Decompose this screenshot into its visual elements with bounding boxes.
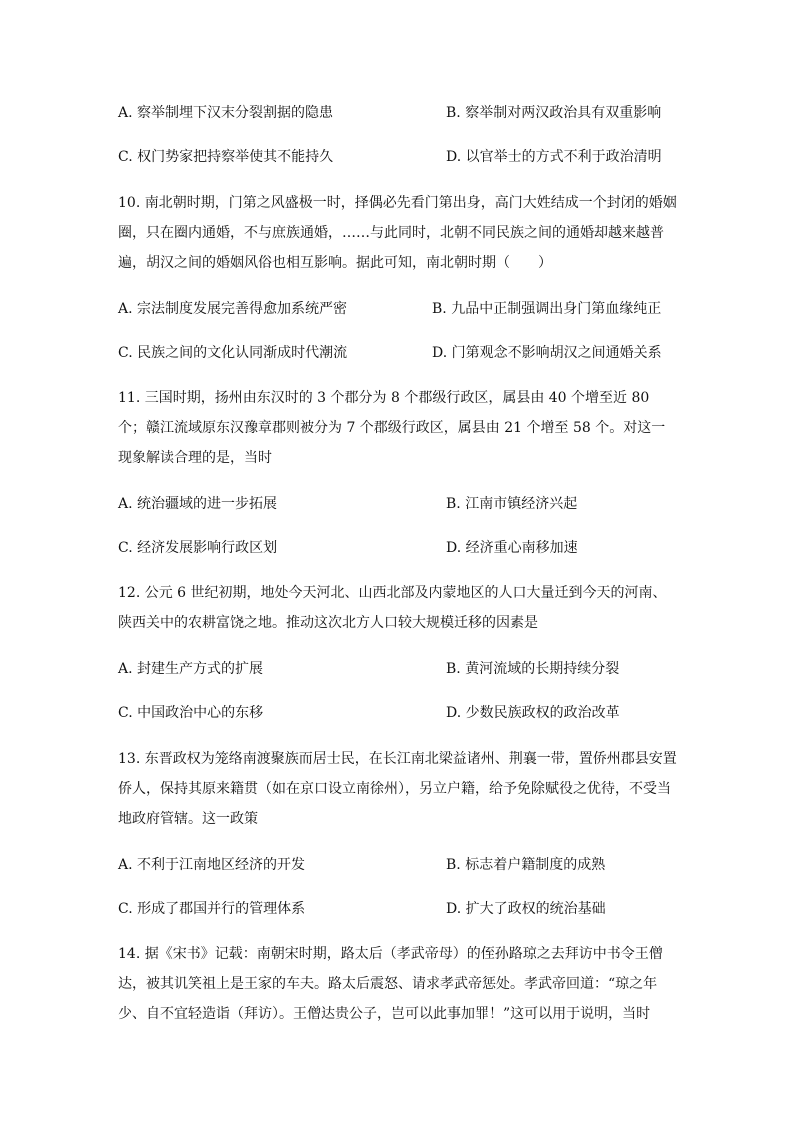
q9-option-d[interactable]: D. 以官举士的方式不利于政治清明 xyxy=(446,149,662,165)
q12-option-d[interactable]: D. 少数民族政权的政治改革 xyxy=(446,705,620,721)
q13-option-d[interactable]: D. 扩大了政权的统治基础 xyxy=(446,901,606,917)
q13-option-c[interactable]: C. 形成了郡国并行的管理体系 xyxy=(118,901,306,917)
q13-option-b[interactable]: B. 标志着户籍制度的成熟 xyxy=(446,857,606,873)
q11-option-c[interactable]: C. 经济发展影响行政区划 xyxy=(118,540,278,556)
q12-option-c[interactable]: C. 中国政治中心的东移 xyxy=(118,705,264,721)
q11-option-a[interactable]: A. 统治疆域的进一步拓展 xyxy=(118,496,278,512)
q10-option-b[interactable]: B. 九品中正制强调出身门第血缘纯正 xyxy=(432,301,662,317)
q11-option-d[interactable]: D. 经济重心南移加速 xyxy=(446,540,578,556)
q13-option-a[interactable]: A. 不利于江南地区经济的开发 xyxy=(118,857,306,873)
q9-option-c[interactable]: C. 权门势家把持察举使其不能持久 xyxy=(118,149,334,165)
q14-stem: 14. 据《宋书》记载：南朝宋时期，路太后（孝武帝母）的侄孙路琼之去拜访中书令王僧达，被其讥笑祖上是王家的车夫。路太后震怒、请求孝武帝惩处。孝武帝回道：“琼之年少、自不宜轻造诣（拜访）。王僧达贵公子，岂可以此事加罪！”这可以用于说明，当时 xyxy=(118,946,663,1022)
q12-stem: 12. 公元 6 世纪初期，地处今天河北、山西北部及内蒙地区的人口大量迁到今天的河南、陕西关中的农耕富饶之地。推动这次北方人口较大规模迁移的因素是 xyxy=(118,585,667,631)
q12-option-a[interactable]: A. 封建生产方式的扩展 xyxy=(118,661,264,677)
q10-option-c[interactable]: C. 民族之间的文化认同渐成时代潮流 xyxy=(118,345,348,361)
q10-option-d[interactable]: D. 门第观念不影响胡汉之间通婚关系 xyxy=(432,345,662,361)
q9-option-b[interactable]: B. 察举制对两汉政治具有双重影响 xyxy=(446,105,662,121)
q11-stem: 11. 三国时期，扬州由东汉时的 3 个郡分为 8 个郡级行政区，属县由 40 个增至近 80 个；赣江流域原东汉豫章郡则被分为 7 个郡级行政区，属县由 21 个增至 58 个。对这一现象解读合理的是，当时 xyxy=(118,390,666,466)
q9-option-a[interactable]: A. 察举制埋下汉末分裂割据的隐患 xyxy=(118,105,334,121)
q10-stem: 10. 南北朝时期，门第之风盛极一时，择偶必先看门第出身，高门大姓结成一个封闭的婚姻圈，只在圈内通婚，不与庶族通婚，……与此同时，北朝不同民族之间的通婚却越来越普遍，胡汉之间的婚姻风俗也相互影响。据此可知，南北朝时期（ ） xyxy=(118,195,677,271)
q12-option-b[interactable]: B. 黄河流域的长期持续分裂 xyxy=(446,661,620,677)
q11-option-b[interactable]: B. 江南市镇经济兴起 xyxy=(446,496,578,512)
q10-option-a[interactable]: A. 宗法制度发展完善得愈加系统严密 xyxy=(118,301,348,317)
q13-stem: 13. 东晋政权为笼络南渡聚族而居士民，在长江南北梁益诸州、荆襄一带，置侨州郡县安置侨人，保持其原来籍贯（如在京口设立南徐州），另立户籍，给予免除赋役之优待，不受当地政府管辖。这一政策 xyxy=(118,751,677,827)
